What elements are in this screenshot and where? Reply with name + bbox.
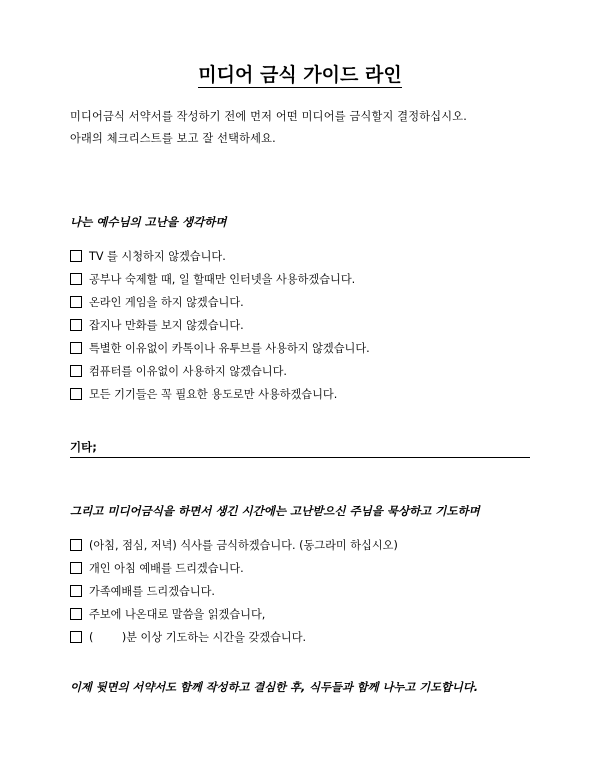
section2-heading: 그리고 미디어금식을 하면서 생긴 시간에는 고난받으신 주님을 묵상하고 기도하며 bbox=[70, 504, 480, 518]
checklist-item bbox=[70, 382, 370, 405]
page-title-text: 미디어 금식 가이드 라인 bbox=[198, 64, 402, 86]
checklist-item-label: TV 를 시청하지 않겠습니다. bbox=[89, 249, 226, 263]
checklist-item bbox=[70, 313, 370, 336]
checklist-item bbox=[70, 533, 398, 556]
checklist-item bbox=[70, 556, 398, 579]
checkbox[interactable] bbox=[70, 365, 82, 377]
checklist-item-label: 가족예배를 드리겠습니다. bbox=[89, 584, 215, 598]
intro-line-1: 미디어금식 서약서를 작성하기 전에 먼저 어떤 미디어를 금식할지 결정하십시오. bbox=[70, 110, 468, 123]
checklist-item-label: 특별한 이유없이 카톡이나 유투브를 사용하지 않겠습니다. bbox=[89, 341, 370, 355]
other-label: 기타; bbox=[70, 440, 97, 454]
closing-statement: 이제 뒷면의 서약서도 함께 작성하고 결심한 후, 식두들과 함께 나누고 기도합니다. bbox=[70, 681, 479, 694]
checkbox[interactable] bbox=[70, 585, 82, 597]
section1-checklist bbox=[70, 244, 370, 405]
checkbox[interactable] bbox=[70, 296, 82, 308]
other-field[interactable] bbox=[70, 439, 530, 458]
checklist-item-label: 공부나 숙제할 때, 일 할때만 인터넷을 사용하겠습니다. bbox=[89, 272, 356, 286]
checklist-item-label: 주보에 나온대로 말씀을 읽겠습니다, bbox=[89, 607, 266, 621]
checklist-item bbox=[70, 579, 398, 602]
checkbox[interactable] bbox=[70, 539, 82, 551]
checkbox[interactable] bbox=[70, 608, 82, 620]
checklist-item bbox=[70, 290, 370, 313]
checkbox[interactable] bbox=[70, 273, 82, 285]
section2-checklist bbox=[70, 533, 398, 648]
checkbox[interactable] bbox=[70, 388, 82, 400]
checklist-item bbox=[70, 359, 370, 382]
checkbox[interactable] bbox=[70, 562, 82, 574]
checklist-item-label: 온라인 게임을 하지 않겠습니다. bbox=[89, 295, 244, 309]
checklist-item-label: 개인 아침 예배를 드리겠습니다. bbox=[89, 561, 244, 575]
checklist-item bbox=[70, 602, 398, 625]
intro-paragraph bbox=[70, 106, 540, 150]
checklist-item-label: 잡지나 만화를 보지 않겠습니다. bbox=[89, 318, 244, 332]
checkbox[interactable] bbox=[70, 250, 82, 262]
checklist-item bbox=[70, 244, 370, 267]
intro-line-2: 아래의 체크리스트를 보고 잘 선택하세요. bbox=[70, 132, 276, 145]
checklist-item-label: ( )분 이상 기도하는 시간을 갖겠습니다. bbox=[89, 630, 307, 644]
checkbox[interactable] bbox=[70, 319, 82, 331]
section1-heading: 나는 예수님의 고난을 생각하며 bbox=[70, 215, 227, 229]
checkbox[interactable] bbox=[70, 342, 82, 354]
checklist-item-label: 컴퓨터를 이유없이 사용하지 않겠습니다. bbox=[89, 364, 287, 378]
checklist-item-label: 모든 기기들은 꼭 필요한 용도로만 사용하겠습니다. bbox=[89, 387, 338, 401]
page-title bbox=[0, 60, 600, 87]
checklist-item bbox=[70, 625, 398, 648]
checklist-item-label: (아침, 점심, 저녁) 식사를 금식하겠습니다. (동그라미 하십시오) bbox=[89, 538, 398, 552]
checklist-item bbox=[70, 336, 370, 359]
checklist-item bbox=[70, 267, 370, 290]
checkbox[interactable] bbox=[70, 631, 82, 643]
